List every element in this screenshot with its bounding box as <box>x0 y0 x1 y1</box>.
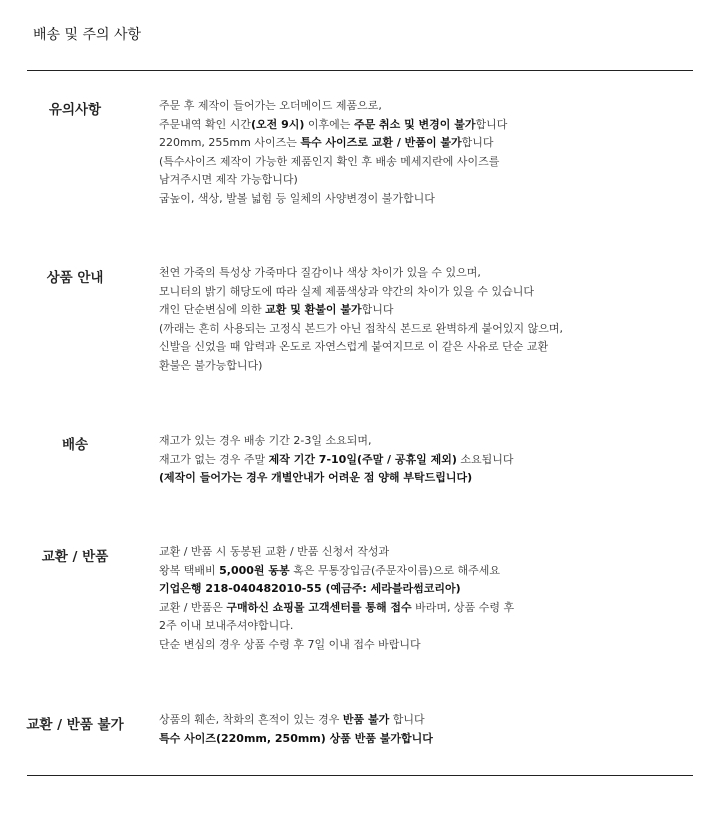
body-text: 교환 / 반품 시 동봉된 교환 / 반품 신청서 작성과 <box>159 545 390 558</box>
body-line <box>159 357 699 376</box>
body-text: 교환 / 반품은 <box>159 600 227 614</box>
body-text: 재고가 없는 경우 주말 <box>159 452 269 466</box>
emphasis-text: 주문 취소 및 변경이 불가 <box>353 117 476 131</box>
section-label: 상품 안내 <box>46 270 104 286</box>
body-line <box>159 543 699 562</box>
body-line <box>159 580 699 599</box>
body-text: 모니터의 밝기 해당도에 따라 실제 제품색상과 약간의 차이가 있을 수 있습니다 <box>159 284 534 298</box>
section-body <box>159 432 699 488</box>
body-line <box>159 432 699 451</box>
bottom-divider <box>27 775 693 776</box>
body-line <box>159 134 699 153</box>
section-label: 유의사항 <box>48 102 102 118</box>
section-body <box>159 264 699 376</box>
body-text: 혹은 무통장입금(주문자이름)으로 해주세요 <box>289 563 500 577</box>
emphasis-text: 교환 및 환불이 불가 <box>265 303 362 317</box>
emphasis-text: 구매하신 쇼핑몰 고객센터를 통해 접수 <box>226 600 412 614</box>
body-text: 주문내역 확인 시간 <box>159 117 252 131</box>
section-body <box>159 543 699 655</box>
body-line <box>159 190 699 209</box>
section-body <box>159 97 699 209</box>
emphasis-text: 제작 기간 7-10일(주말 / 공휴일 제외) <box>268 452 457 466</box>
body-text: 2주 이내 보내주셔야합니다. <box>159 619 294 633</box>
body-text: 220mm, 255mm 사이즈는 <box>159 136 301 150</box>
body-text: 단순 변심의 경우 상품 수령 후 7일 이내 접수 바랍니다 <box>159 637 421 651</box>
body-line <box>159 599 699 618</box>
body-line <box>159 617 699 636</box>
emphasis-text: 기업은행 218-040482010-55 (예금주: 세라블라썸코리아) <box>159 582 461 596</box>
body-text: 천연 가죽의 특성상 가죽마다 질감이나 색상 차이가 있을 수 있으며, <box>159 266 481 279</box>
body-line <box>159 636 699 655</box>
body-line <box>159 562 699 581</box>
section-label: 교환 / 반품 <box>41 549 109 565</box>
body-line <box>159 116 699 135</box>
emphasis-text: 반품 불가 <box>342 713 390 726</box>
body-text: 개인 단순변심에 의한 <box>159 303 266 317</box>
body-text: (특수사이즈 제작이 가능한 제품인지 확인 후 배송 메세지란에 사이즈를 <box>159 154 500 168</box>
body-text: 주문 후 제작이 들어가는 오더메이드 제품으로, <box>159 99 382 112</box>
body-text: 신발을 신었을 때 압력과 온도로 자연스럽게 붙여지므로 이 같은 사유로 단순 교환 <box>159 340 549 354</box>
body-text: 합니다 <box>475 117 508 131</box>
body-text: 왕복 택배비 <box>159 563 220 577</box>
body-text: 합니다 <box>389 713 425 726</box>
section-label: 배송 <box>61 437 89 453</box>
body-text: (까래는 흔히 사용되는 고정식 본드가 아닌 접착식 본드로 완벽하게 붙어있지 않으며, <box>159 321 564 335</box>
body-line <box>159 730 699 749</box>
section-body <box>159 711 699 748</box>
emphasis-text: 특수 사이즈(220mm, 250mm) 상품 반품 불가합니다 <box>159 731 433 745</box>
emphasis-text: (제작이 들어가는 경우 개별안내가 어려운 점 양해 부탁드립니다) <box>159 471 473 485</box>
body-line <box>159 338 699 357</box>
body-text: 합니다 <box>361 303 394 317</box>
section-label: 교환 / 반품 불가 <box>26 717 124 733</box>
body-text: 환불은 불가능합니다) <box>159 358 263 372</box>
body-line <box>159 451 699 470</box>
emphasis-text: 5,000원 동봉 <box>219 563 290 577</box>
body-line <box>159 97 699 116</box>
body-line <box>159 153 699 172</box>
body-line <box>159 171 699 190</box>
body-line <box>159 301 699 320</box>
body-line <box>159 283 699 302</box>
body-text: 굽높이, 색상, 발볼 넓힘 등 일체의 사양변경이 불가합니다 <box>159 191 435 205</box>
body-text: 재고가 있는 경우 배송 기간 2-3일 소요되며, <box>159 434 372 447</box>
body-text: 소요됩니다 <box>456 452 514 466</box>
top-divider <box>27 70 693 71</box>
body-text: 합니다 <box>461 136 494 150</box>
body-line <box>159 469 699 488</box>
emphasis-text: (오전 9시) <box>251 117 305 131</box>
body-text: 남겨주시면 제작 가능합니다) <box>159 173 298 187</box>
body-text: 바라며, 상품 수령 후 <box>411 600 515 614</box>
body-line <box>159 264 699 283</box>
body-text: 상품의 훼손, 착화의 흔적이 있는 경우 <box>159 713 343 726</box>
emphasis-text: 특수 사이즈로 교환 / 반품이 불가 <box>300 136 462 150</box>
body-line <box>159 711 699 730</box>
page-title: 배송 및 주의 사항 <box>33 27 142 43</box>
body-line <box>159 320 699 339</box>
body-text: 이후에는 <box>304 117 354 131</box>
